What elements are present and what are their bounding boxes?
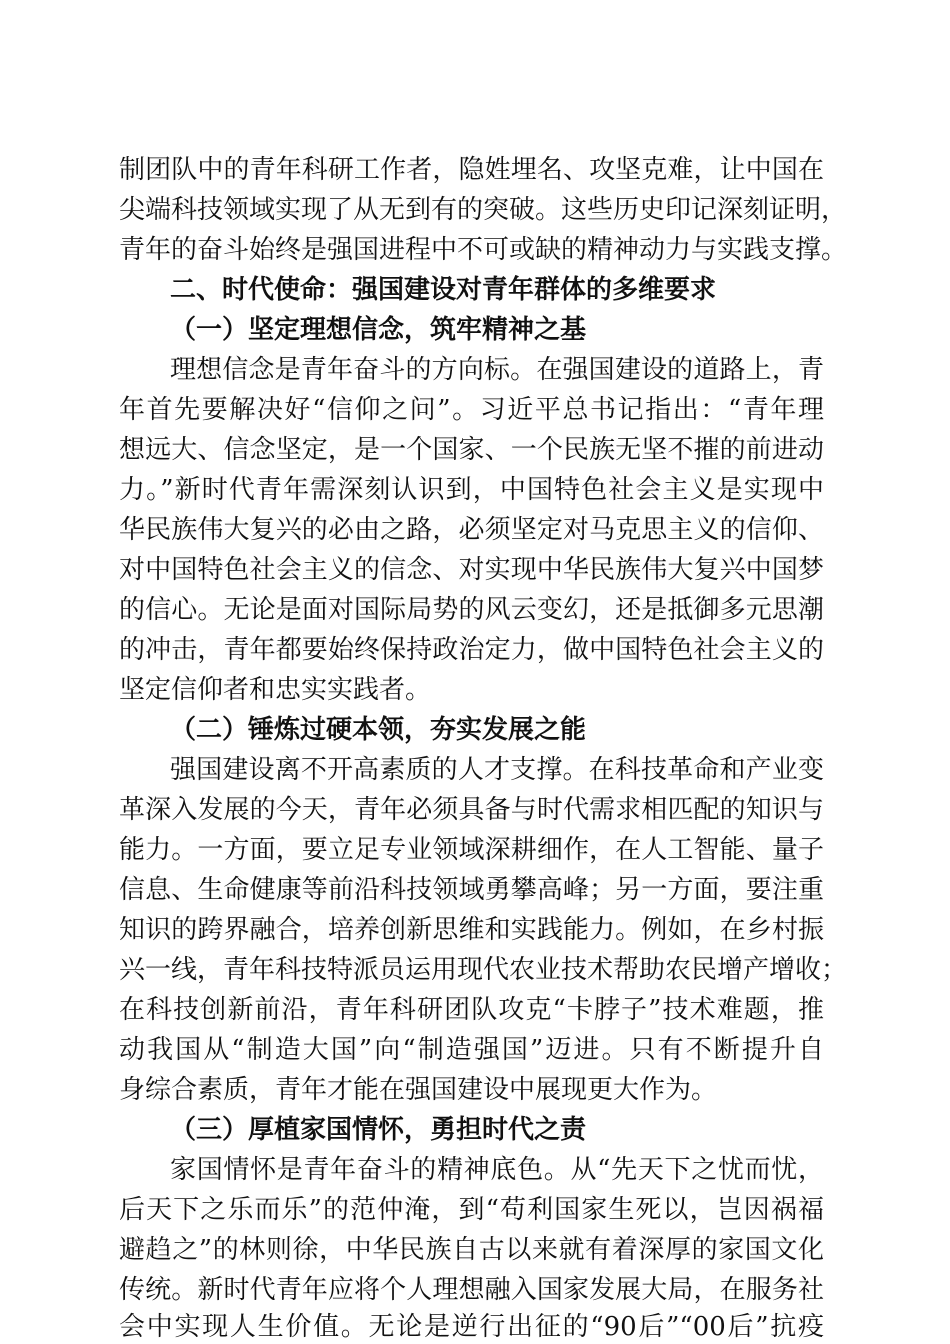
paragraph-line: 强国建设离不开高素质的人才支撑。在科技革命和产业变: [170, 755, 824, 785]
paragraph-line: 制团队中的青年科研工作者，隐姓埋名、攻坚克难，让中国在: [119, 155, 824, 185]
subsection-heading: （一）坚定理想信念，筑牢精神之基: [170, 315, 587, 345]
paragraph-line: 避趋之”的林则徐，中华民族自古以来就有着深厚的家国文化: [119, 1235, 824, 1265]
paragraph-line: 理想信念是青年奋斗的方向标。在强国建设的道路上，青: [170, 355, 824, 385]
paragraph-line: 传统。新时代青年应将个人理想融入国家发展大局，在服务社: [119, 1275, 824, 1305]
subsection-heading: （三）厚植家国情怀，勇担时代之责: [170, 1115, 587, 1145]
paragraph-line: 动我国从“制造大国”向“制造强国”迈进。只有不断提升自: [119, 1035, 824, 1065]
paragraph-line: 想远大、信念坚定，是一个国家、一个民族无坚不摧的前进动: [119, 435, 824, 465]
paragraph-line: 家国情怀是青年奋斗的精神底色。从“先天下之忧而忧，: [170, 1155, 824, 1185]
paragraph-line: 革深入发展的今天，青年必须具备与时代需求相匹配的知识与: [119, 795, 824, 825]
paragraph-line: 能力。一方面，要立足专业领域深耕细作，在人工智能、量子: [119, 835, 824, 865]
paragraph-line: 的信心。无论是面对国际局势的风云变幻，还是抵御多元思潮: [119, 595, 824, 625]
paragraph-line: 信息、生命健康等前沿科技领域勇攀高峰；另一方面，要注重: [119, 875, 824, 905]
paragraph-line: 青年的奋斗始终是强国进程中不可或缺的精神动力与实践支撑。: [119, 235, 848, 265]
paragraph-line: 年首先要解决好“信仰之问”。习近平总书记指出：“青年理: [119, 395, 824, 425]
paragraph-line: 后天下之乐而乐”的范仲淹，到“苟利国家生死以，岂因祸福: [119, 1195, 824, 1225]
paragraph-line: 在科技创新前沿，青年科研团队攻克“卡脖子”技术难题，推: [119, 995, 824, 1025]
paragraph-line: 坚定信仰者和忠实实践者。: [119, 675, 432, 705]
paragraph-line: 知识的跨界融合，培养创新思维和实践能力。例如，在乡村振: [119, 915, 824, 945]
paragraph-line: 身综合素质，青年才能在强国建设中展现更大作为。: [119, 1075, 718, 1105]
paragraph-line: 华民族伟大复兴的必由之路，必须坚定对马克思主义的信仰、: [119, 515, 824, 545]
section-heading: 二、时代使命：强国建设对青年群体的多维要求: [170, 275, 717, 305]
paragraph-line: 的冲击，青年都要始终保持政治定力，做中国特色社会主义的: [119, 635, 824, 665]
paragraph-line: 力。”新时代青年需深刻认识到，中国特色社会主义是实现中: [119, 475, 824, 505]
paragraph-line: 兴一线，青年科技特派员运用现代农业技术帮助农民增产增收；: [119, 955, 848, 985]
paragraph-line: 对中国特色社会主义的信念、对实现中华民族伟大复兴中国梦: [119, 555, 824, 585]
paragraph-line: 尖端科技领域实现了从无到有的突破。这些历史印记深刻证明，: [119, 195, 848, 225]
subsection-heading: （二）锤炼过硬本领，夯实发展之能: [170, 715, 587, 745]
paragraph-line: 会中实现人生价值。无论是逆行出征的“90后”“00后”抗疫: [119, 1312, 824, 1342]
